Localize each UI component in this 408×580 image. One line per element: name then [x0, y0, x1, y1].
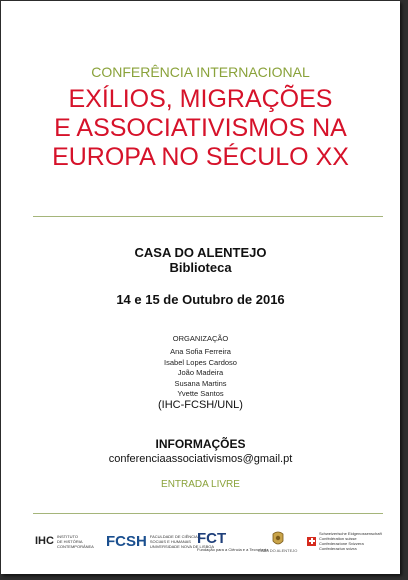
organizer-name: Yvette Santos: [177, 389, 224, 398]
conference-subtitle: CONFERÊNCIA INTERNACIONAL: [91, 64, 310, 80]
divider-top: [33, 216, 383, 217]
organization-label: ORGANIZAÇÃO: [172, 334, 229, 343]
sponsor-logos: [1, 523, 400, 559]
conference-title: [1, 85, 400, 172]
title-line-2: E ASSOCIATIVISMOS NA: [54, 114, 347, 142]
divider-bottom: [33, 513, 383, 514]
ihc-logo: IHC INSTITUTO DE HISTÓRIA CONTEMPORÂNEA: [35, 533, 94, 549]
organizer-name: Isabel Lopes Cardoso: [164, 357, 237, 367]
fct-logo-mark: FCT: [197, 530, 227, 547]
organizer-name: João Madeira: [177, 368, 224, 377]
title-line-3: EUROPA NO SÉCULO XX: [52, 143, 349, 171]
info-title: INFORMAÇÕES: [155, 437, 246, 451]
fct-logo: FCT Fundação para a Ciência e a Tecnologia: [197, 530, 269, 552]
organization-members: [1, 347, 400, 400]
venue-room: Biblioteca: [169, 260, 232, 275]
organizer-name: Ana Sofia Ferreira: [170, 347, 231, 356]
entrance-note: ENTRADA LIVRE: [161, 479, 240, 490]
event-dates: 14 e 15 de Outubro de 2016: [116, 292, 285, 307]
swiss-flag-icon: [307, 537, 316, 546]
casa-alentejo-logo: CASA DO ALENTEJO: [258, 523, 297, 559]
venue-name: CASA DO ALENTEJO: [134, 245, 267, 260]
fcsh-logo: FCSH FACULDADE DE CIÊNCIAS SOCIAIS E HUMANAS UNIVERSIDADE NOVA DE LISBOA: [106, 532, 215, 550]
crest-icon: [270, 530, 286, 548]
fcsh-logo-mark: FCSH: [106, 532, 147, 550]
title-line-1: EXÍLIOS, MIGRAÇÕES: [68, 85, 333, 113]
venue-block: [1, 245, 400, 275]
organizing-institution: (IHC-FCSH/UNL): [158, 399, 243, 411]
organizer-name: Susana Martins: [174, 378, 227, 388]
swiss-confederation-logo: Schweizerische Eidgenossenschaft Confédération suisse Confederazione Svizzera Confederaziun svizra: [307, 523, 382, 559]
ihc-logo-mark: IHC: [35, 535, 54, 547]
poster-page: [1, 1, 400, 574]
contact-email[interactable]: conferenciaassociativismos@gmail.pt: [108, 453, 293, 465]
